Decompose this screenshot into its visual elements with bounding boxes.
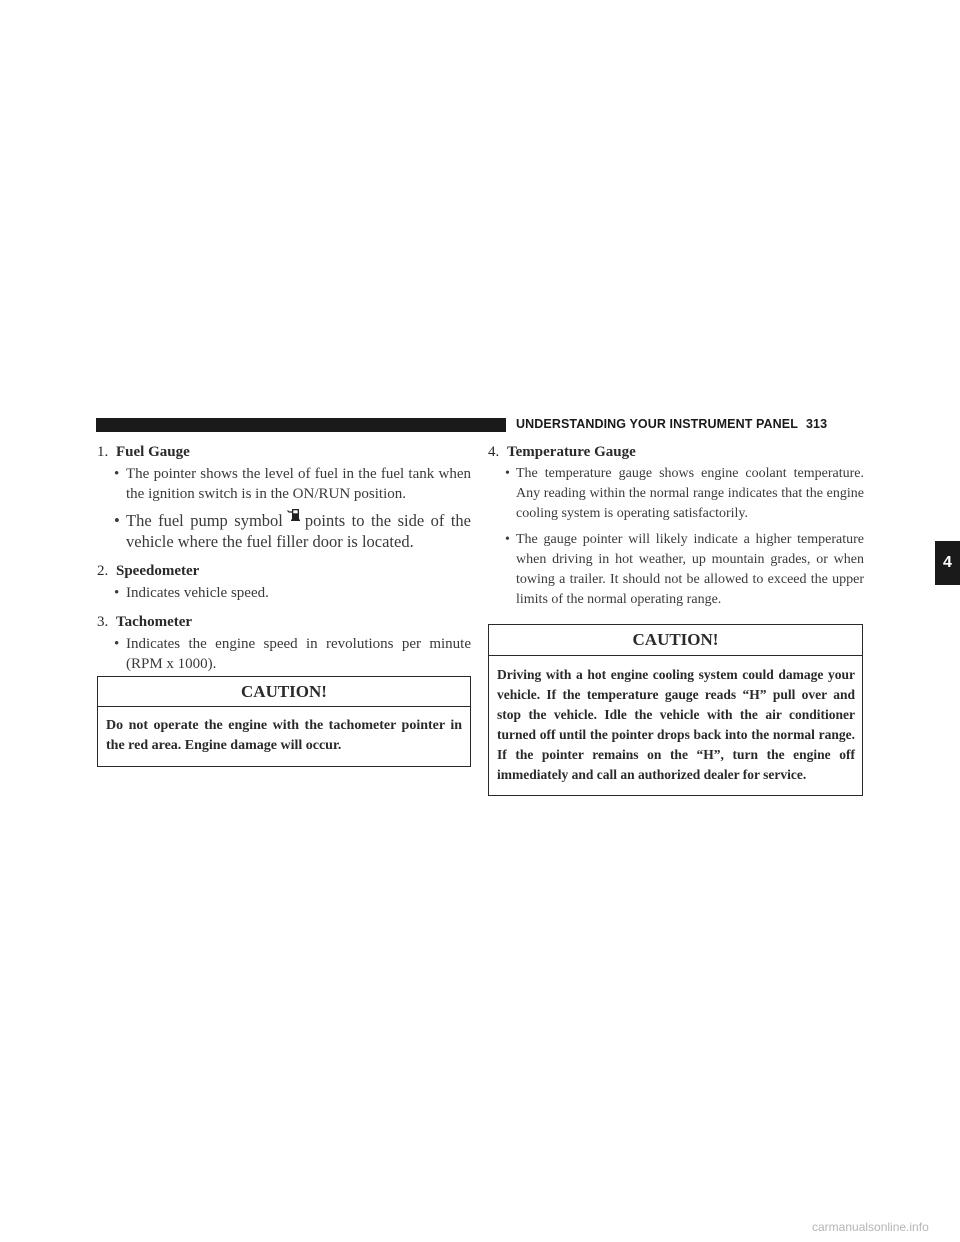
caution-box-temperature (488, 624, 863, 796)
item-title: Speedometer (116, 563, 200, 579)
caution-text: Do not operate the engine with the tachometer pointer in the red area. Engine damage will occur. (106, 718, 462, 753)
bullet-item: • Indicates vehicle speed. (114, 585, 269, 601)
bullet-item: • The pointer shows the level of fuel in the fuel tank when the ignition switch is in the ON/RUN position. (114, 466, 471, 502)
caution-title: CAUTION! (489, 625, 862, 656)
item-heading: 1. Fuel Gauge (97, 444, 190, 460)
running-header (516, 417, 866, 431)
bullet-item: • Indicates the engine speed in revolutions per minute (RPM x 1000). (114, 636, 471, 672)
left-column (97, 442, 471, 683)
item-heading: 3. Tachometer (97, 614, 193, 630)
bullet-icon: • (114, 511, 120, 530)
watermark: carmanualsonline.info (812, 1220, 929, 1234)
bullet-icon: • (114, 466, 120, 482)
section-title: UNDERSTANDING YOUR INSTRUMENT PANEL (516, 417, 798, 431)
item-temperature-gauge (488, 442, 864, 610)
bullet-item: • The gauge pointer will likely indicate a higher temperature when driving in hot weather, up mountain grades, or when towing a trailer. It should not be allowed to exceed the upper limits of the normal operating range. (505, 532, 864, 607)
bullet-icon: • (114, 636, 120, 652)
bullet-icon: • (505, 466, 510, 481)
item-heading: 2. Speedometer (97, 563, 200, 579)
header-rule (96, 418, 506, 432)
right-column (488, 442, 864, 619)
bullet-icon: • (505, 532, 510, 547)
bullet-item: • The temperature gauge shows engine coolant temperature. Any reading within the normal range indicates that the engine cooling system is operating satisfactorily. (505, 466, 864, 521)
page-number: 313 (805, 417, 828, 431)
bullet-item: • The fuel pump symbol points to the side of the vehicle where the fuel filler door is located. (114, 511, 471, 551)
item-title: Tachometer (116, 614, 193, 630)
caution-box-tachometer (97, 676, 471, 767)
bullet-icon: • (114, 585, 120, 601)
item-heading: 4. Temperature Gauge (488, 444, 636, 460)
item-fuel-gauge (97, 442, 471, 552)
item-tachometer (97, 612, 471, 674)
caution-text: Driving with a hot engine cooling system could damage your vehicle. If the temperature gauge reads “H” pull over and stop the vehicle. Idle the vehicle with the air conditioner turned off until the pointer drops back into the normal range. If the pointer remains on the “H”, turn the engine off immediately and call an authorized dealer for service. (497, 667, 855, 782)
item-title: Temperature Gauge (507, 444, 636, 460)
caution-title: CAUTION! (98, 677, 470, 707)
item-speedometer (97, 561, 471, 603)
fuel-pump-icon (287, 510, 301, 522)
item-title: Fuel Gauge (116, 444, 190, 460)
chapter-tab: 4 (935, 541, 960, 585)
